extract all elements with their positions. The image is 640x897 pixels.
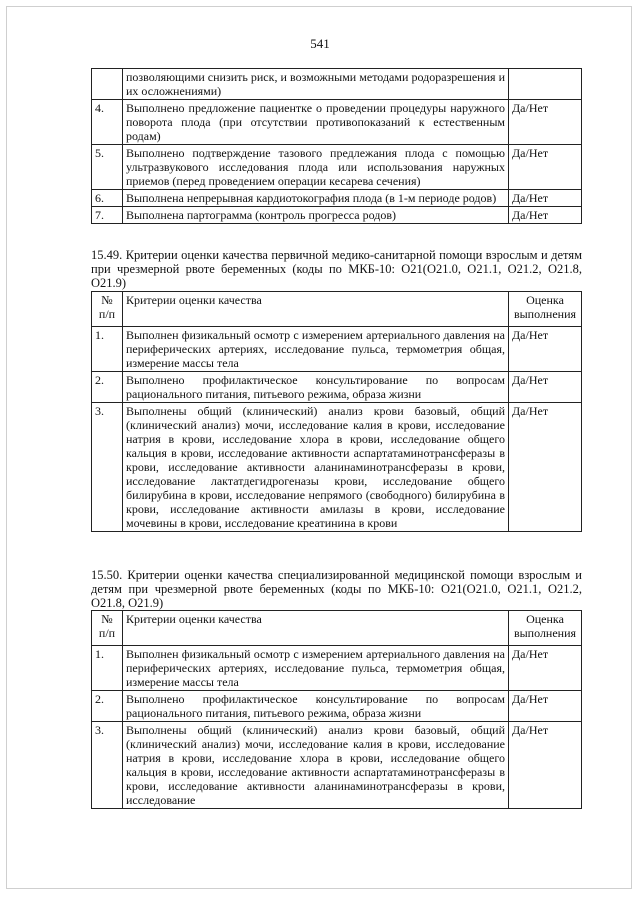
criteria-text: Выполнено профилактическое консультирование по вопросам рационального питания, питьевого режима, образа жизни — [123, 691, 509, 722]
table-row — [92, 403, 582, 532]
criteria-table-15-49 — [91, 291, 582, 532]
evaluation-cell: Да/Нет — [509, 722, 582, 809]
criteria-text: позволяющими снизить риск, и возможными методами родоразрешения и их осложнениями) — [123, 69, 509, 100]
table-row — [92, 100, 582, 145]
table-header-row — [92, 292, 582, 327]
header-evaluation: Оценка выполнения — [509, 292, 582, 327]
section-title-15-50: 15.50. Критерии оценки качества специализированной медицинской помощи взрослым и детям при чрезмерной рвоте беременных (коды по МКБ-10: O21(O21.0, O21.1, O21.2, O21.8, O21.9) — [91, 568, 582, 610]
row-number: 2. — [92, 372, 123, 403]
table-row — [92, 190, 582, 207]
criteria-text: Выполнен физикальный осмотр с измерением артериального давления на периферических артериях, исследование пульса, термометрия общая, измерение массы тела — [123, 646, 509, 691]
evaluation-cell: Да/Нет — [509, 691, 582, 722]
criteria-text: Выполнены общий (клинический) анализ крови базовый, общий (клинический анализ) мочи, исследование калия в крови, исследование натрия в крови, исследование хлора в крови, исследование общего кальция в крови, исследование активности аспартатаминотрансферазы в крови, исследование активности аланинаминотрансферазы в крови, исследование лактатдегидрогеназы крови, исследование общего билирубина в крови, исследование непрямого (свободного) билирубина в крови, исследование активности амилазы в крови, исследование мочевины в крови, исследование креатинина в крови — [123, 403, 509, 532]
header-number: № п/п — [92, 611, 123, 646]
row-number: 1. — [92, 327, 123, 372]
header-criteria: Критерии оценки качества — [123, 611, 509, 646]
table-row — [92, 207, 582, 224]
evaluation-cell: Да/Нет — [509, 403, 582, 532]
evaluation-cell: Да/Нет — [509, 327, 582, 372]
evaluation-cell: Да/Нет — [509, 372, 582, 403]
row-number: 3. — [92, 722, 123, 809]
criteria-text: Выполнен физикальный осмотр с измерением артериального давления на периферических артериях, исследование пульса, термометрия общая, измерение массы тела — [123, 327, 509, 372]
table-row — [92, 145, 582, 190]
criteria-text: Выполнены общий (клинический) анализ крови базовый, общий (клинический анализ) мочи, исследование калия в крови, исследование натрия в крови, исследование хлора в крови, исследование общего кальция в крови, исследование активности аспартатаминотрансферазы в крови, исследование активности аланинаминотрансферазы в крови, исследование — [123, 722, 509, 809]
table-row — [92, 372, 582, 403]
header-number: № п/п — [92, 292, 123, 327]
criteria-text: Выполнена непрерывная кардиотокография плода (в 1-м периоде родов) — [123, 190, 509, 207]
criteria-text: Выполнена партограмма (контроль прогресса родов) — [123, 207, 509, 224]
criteria-table-continued — [91, 68, 582, 224]
evaluation-cell: Да/Нет — [509, 207, 582, 224]
row-number — [92, 69, 123, 100]
row-number: 3. — [92, 403, 123, 532]
criteria-text: Выполнено подтверждение тазового предлежания плода с помощью ультразвукового исследования плода или использования наружных приемов (перед проведением операции кесарева сечения) — [123, 145, 509, 190]
page-number: 541 — [310, 36, 330, 51]
table-row — [92, 722, 582, 809]
row-number: 2. — [92, 691, 123, 722]
evaluation-cell: Да/Нет — [509, 646, 582, 691]
table-row — [92, 69, 582, 100]
table-row — [92, 691, 582, 722]
row-number: 7. — [92, 207, 123, 224]
row-number: 5. — [92, 145, 123, 190]
header-criteria: Критерии оценки качества — [123, 292, 509, 327]
header-evaluation: Оценка выполнения — [509, 611, 582, 646]
criteria-text: Выполнено профилактическое консультирование по вопросам рационального питания, питьевого режима, образа жизни — [123, 372, 509, 403]
table-header-row — [92, 611, 582, 646]
row-number: 1. — [92, 646, 123, 691]
evaluation-cell: Да/Нет — [509, 190, 582, 207]
row-number: 6. — [92, 190, 123, 207]
criteria-text: Выполнено предложение пациентке о проведении процедуры наружного поворота плода (при отсутствии противопоказаний к естественным родам) — [123, 100, 509, 145]
section-title-15-49: 15.49. Критерии оценки качества первичной медико-санитарной помощи взрослым и детям при чрезмерной рвоте беременных (коды по МКБ-10: O21(O21.0, O21.1, O21.2, O21.8, O21.9) — [91, 248, 582, 290]
evaluation-cell: Да/Нет — [509, 145, 582, 190]
table-row — [92, 327, 582, 372]
row-number: 4. — [92, 100, 123, 145]
evaluation-cell: Да/Нет — [509, 100, 582, 145]
evaluation-cell — [509, 69, 582, 100]
table-row — [92, 646, 582, 691]
criteria-table-15-50 — [91, 610, 582, 809]
